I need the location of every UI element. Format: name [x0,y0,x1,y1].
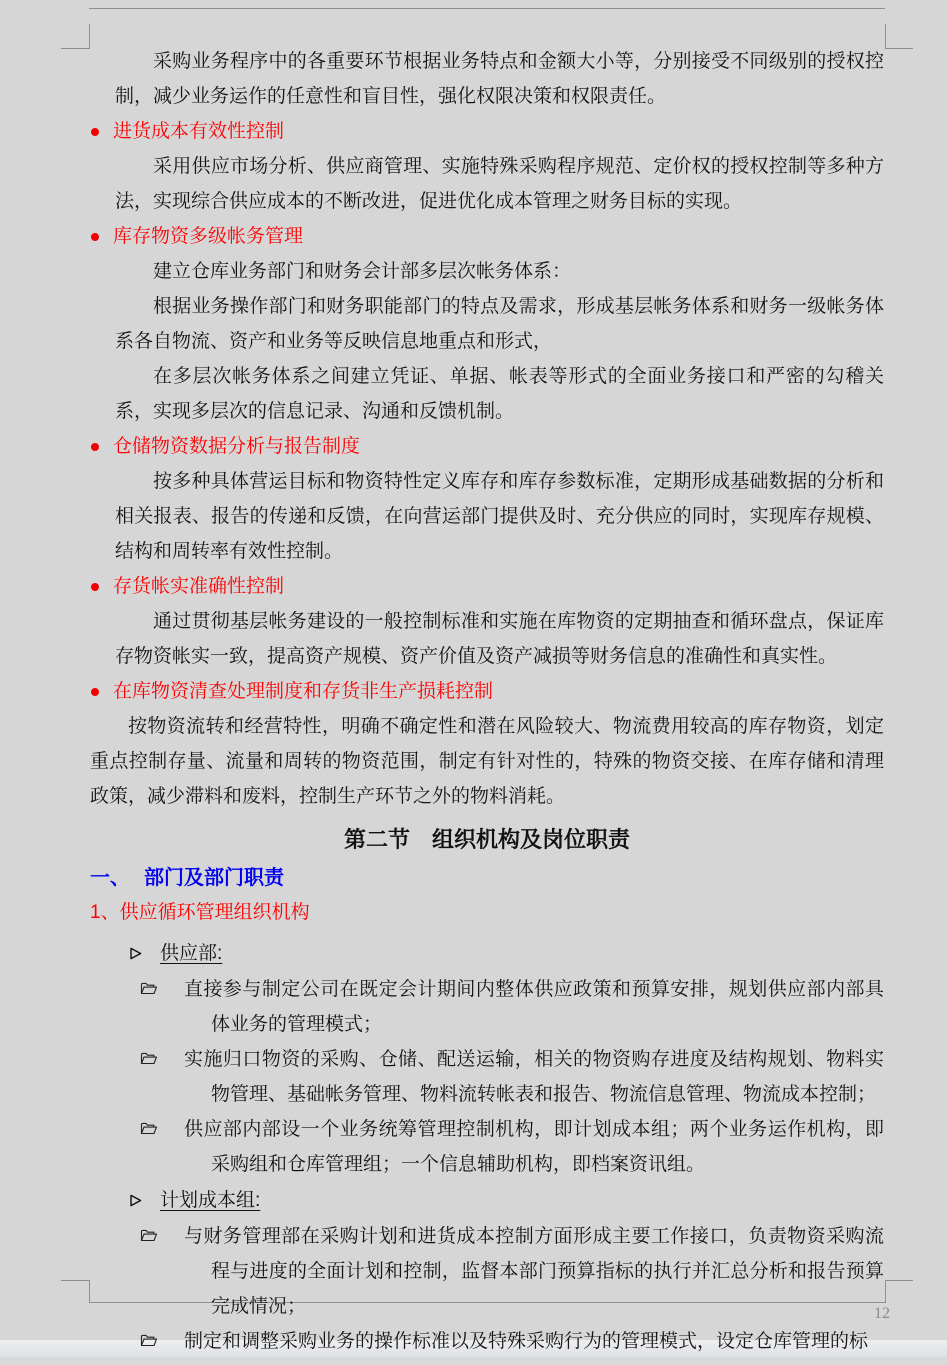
org-list-item-text: 制定和调整采购业务的操作标准以及特殊采购行为的管理模式，设定仓库管理的标 [184,1331,869,1352]
section-paragraph: 通过贯彻基层帐务建设的一般控制标准和实施在库物资的定期抽查和循环盘点，保证库存物资帐实一致，提高资产规模、资产价值及资产减损等财务信息的准确性和真实性。 [115,611,884,667]
org-group-header [129,935,884,972]
header-boundary-rule [89,8,885,9]
subsection-number: 一、 [90,867,130,889]
org-list-item-text: 供应部内部设一个业务统筹管理控制机构，即计划成本组；两个业务运作机构，即采购组和仓库管理组；一个信息辅助机构，即档案资讯组。 [184,1119,884,1175]
org-list-item-text: 与财务管理部在采购计划和进货成本控制方面形成主要工作接口，负责物资采购流程与进度的全面计划和控制，监督本部门预算指标的执行并汇总分析和报告预算完成情况； [184,1226,884,1317]
section-heading: 第二节 组织机构及岗位职责 [343,827,630,852]
org-group-label: 计划成本组: [160,1190,261,1211]
org-group-label: 供应部: [160,943,223,964]
bullet-heading [90,117,884,146]
document-body [90,44,884,1359]
open-folder-bullet-icon [140,1121,158,1182]
bullet-dot-icon [91,233,99,241]
subsection-title: 部门及部门职责 [144,867,284,889]
org-list-item [140,972,884,1042]
crop-mark-top-right [885,24,913,49]
bullet-heading-label: 仓储物资数据分析与报告制度 [113,436,361,457]
org-list-item-text: 直接参与制定公司在既定会计期间内整体供应政策和预算安排，规划供应部内部具体业务的管理模式； [184,979,884,1035]
open-folder-bullet-icon [140,981,158,1042]
crop-mark-bottom-left [61,1280,90,1303]
org-list-item [140,1324,884,1359]
bullet-dot-icon [91,688,99,696]
open-folder-bullet-icon [140,1333,158,1359]
section-paragraph: 建立仓库业务部门和财务会计部多层次帐务体系： [153,261,572,282]
page-number: 12 [874,1305,890,1322]
bullet-heading [90,677,884,706]
org-list-item [140,1112,884,1182]
bullet-heading-label: 在库物资清查处理制度和存货非生产损耗控制 [113,681,494,702]
bullet-dot-icon [91,443,99,451]
bullet-dot-icon [91,128,99,136]
section-paragraph: 采用供应市场分析、供应商管理、实施特殊采购程序规范、定价权的授权控制等多种方法，实现综合供应成本的不断改进，促进优化成本管理之财务目标的实现。 [115,156,884,212]
org-list-item [140,1042,884,1112]
section-paragraph: 根据业务操作部门和财务职能部门的特点及需求，形成基层帐务体系和财务一级帐务体系各自物流、资产和业务等反映信息地重点和形式， [115,296,884,352]
open-folder-bullet-icon [140,1228,158,1324]
arrowhead-bullet-icon [129,1193,143,1208]
section-paragraph: 按多种具体营运目标和物资特性定义库存和库存参数标准，定期形成基础数据的分析和相关报表、报告的传递和反馈，在向营运部门提供及时、充分供应的同时，实现库存规模、结构和周转率有效性控制。 [115,471,884,562]
arrowhead-bullet-icon [129,946,143,961]
bullet-heading [90,432,884,461]
org-group-header [129,1182,884,1219]
numbered-heading: 1、供应循环管理组织机构 [90,902,310,923]
org-list-item-text: 实施归口物资的采购、仓储、配送运输，相关的物资购存进度及结构规划、物料实物管理、基础帐务管理、物料流转帐表和报告、物流信息管理、物流成本控制； [184,1049,884,1105]
open-folder-bullet-icon [140,1051,158,1112]
subsection-heading [90,861,884,895]
bullet-heading [90,572,884,601]
bullet-dot-icon [91,583,99,591]
crop-mark-top-left [61,24,90,49]
bullet-heading-label: 存货帐实准确性控制 [113,576,285,597]
bullet-heading-label: 库存物资多级帐务管理 [113,226,304,247]
bullet-heading [90,222,884,251]
section-paragraph: 按物资流转和经营特性，明确不确定性和潜在风险较大、物流费用较高的库存物资，划定重点控制存量、流量和周转的物资范围，制定有针对性的，特殊的物资交接、在库存储和清理政策，减少滞料和废料，控制生产环节之外的物料消耗。 [90,716,884,807]
bullet-heading-label: 进货成本有效性控制 [113,121,285,142]
intro-paragraph: 采购业务程序中的各重要环节根据业务特点和金额大小等，分别接受不同级别的授权控制，减少业务运作的任意性和盲目性，强化权限决策和权限责任。 [115,51,884,107]
section-paragraph: 在多层次帐务体系之间建立凭证、单据、帐表等形式的全面业务接口和严密的勾稽关系，实现多层次的信息记录、沟通和反馈机制。 [115,366,884,422]
org-list-item [140,1219,884,1324]
crop-mark-bottom-right [885,1280,913,1303]
